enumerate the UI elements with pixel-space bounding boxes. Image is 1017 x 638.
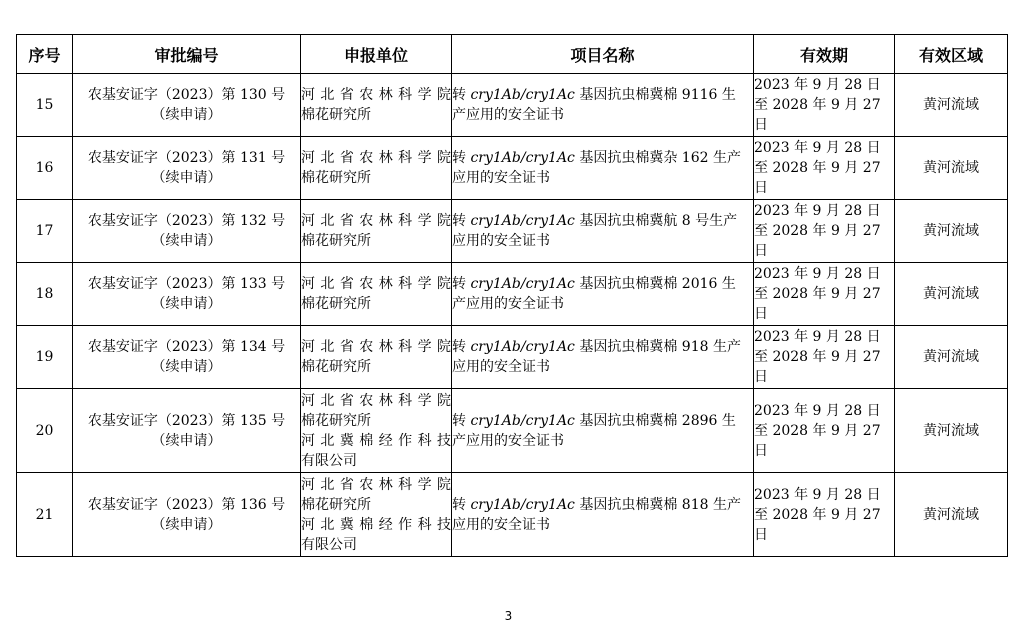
table-row: [17, 137, 1008, 200]
applicant-line: 河北省农林科学院: [301, 213, 451, 229]
serial-no-cell: 18: [17, 263, 73, 326]
applicant-line: 棉花研究所: [301, 107, 371, 123]
validity-cell: 2023 年 9 月 28 日 至 2028 年 9 月 27 日: [754, 137, 895, 200]
project-name-line: 转 cry1Ab/cry1Ac 基因抗虫棉冀棉 2896 生: [452, 412, 736, 429]
applicant-cell: [301, 74, 452, 137]
serial-no-cell: 17: [17, 200, 73, 263]
header-validity: 有效期: [754, 35, 895, 74]
table-row: [17, 200, 1008, 263]
applicant-cell: [301, 473, 452, 557]
applicant-line: 有限公司: [301, 536, 357, 553]
gene-name: cry1Ab/cry1Ac: [470, 87, 575, 103]
applicant-line: 棉花研究所: [301, 412, 371, 429]
applicant-line: 河北省农林科学院: [301, 150, 451, 166]
serial-no-cell: 15: [17, 74, 73, 137]
applicant-cell: [301, 389, 452, 473]
gene-name: cry1Ab/cry1Ac: [470, 150, 575, 166]
region-cell: 黄河流域: [895, 389, 1008, 473]
approval-no: 农基安证字（2023）第 136 号: [87, 496, 286, 513]
applicant-cell: [301, 326, 452, 389]
project-name-cell: [452, 389, 754, 473]
renewal-note: （续申请）: [151, 359, 222, 375]
approval-no: 农基安证字（2023）第 133 号: [87, 276, 286, 292]
gene-name: cry1Ab/cry1Ac: [470, 276, 575, 292]
validity-cell: 2023 年 9 月 28 日 至 2028 年 9 月 27 日: [754, 74, 895, 137]
page-number: 3: [504, 609, 513, 623]
validity-cell: 2023 年 9 月 28 日 至 2028 年 9 月 27 日: [754, 326, 895, 389]
approval-no-cell: [73, 263, 301, 326]
header-approval-no: 审批编号: [73, 35, 301, 74]
region-cell: 黄河流域: [895, 326, 1008, 389]
renewal-note: （续申请）: [151, 516, 222, 533]
table-row: [17, 326, 1008, 389]
project-name-line: 产应用的安全证书: [452, 296, 564, 312]
header-applicant: 申报单位: [301, 35, 452, 74]
table-header-row: [17, 35, 1008, 74]
validity-cell: 2023 年 9 月 28 日 至 2028 年 9 月 27 日: [754, 389, 895, 473]
project-name-line: 转 cry1Ab/cry1Ac 基因抗虫棉冀棉 2016 生: [452, 276, 736, 292]
renewal-note: （续申请）: [151, 296, 222, 312]
applicant-line: 河北冀棉经作科技: [301, 516, 451, 533]
approval-no: 农基安证字（2023）第 131 号: [87, 150, 286, 166]
renewal-note: （续申请）: [151, 233, 222, 249]
approval-no-cell: [73, 200, 301, 263]
region-cell: 黄河流域: [895, 74, 1008, 137]
table-row: [17, 263, 1008, 326]
approval-no-cell: [73, 389, 301, 473]
applicant-line: 棉花研究所: [301, 170, 371, 186]
gene-name: cry1Ab/cry1Ac: [470, 496, 575, 513]
applicant-line: 棉花研究所: [301, 296, 371, 312]
table-row: [17, 74, 1008, 137]
serial-no-cell: 21: [17, 473, 73, 557]
region-cell: 黄河流域: [895, 473, 1008, 557]
gene-name: cry1Ab/cry1Ac: [470, 213, 575, 229]
applicant-cell: [301, 200, 452, 263]
approval-no: 农基安证字（2023）第 130 号: [87, 87, 286, 103]
approval-no: 农基安证字（2023）第 132 号: [87, 213, 286, 229]
validity-cell: 2023 年 9 月 28 日 至 2028 年 9 月 27 日: [754, 263, 895, 326]
header-region: 有效区域: [895, 35, 1008, 74]
project-name-line: 应用的安全证书: [452, 170, 550, 186]
applicant-line: 棉花研究所: [301, 496, 371, 513]
approval-no-cell: [73, 473, 301, 557]
project-name-cell: [452, 326, 754, 389]
project-name-line: 转 cry1Ab/cry1Ac 基因抗虫棉冀杂 162 生产: [452, 150, 741, 166]
approval-table: [16, 34, 1008, 557]
project-name-cell: [452, 263, 754, 326]
applicant-line: 河北省农林科学院: [301, 276, 451, 292]
applicant-line: 河北冀棉经作科技: [301, 432, 451, 449]
project-name-line: 转 cry1Ab/cry1Ac 基因抗虫棉冀棉 818 生产: [452, 496, 741, 513]
applicant-cell: [301, 263, 452, 326]
project-name-cell: [452, 137, 754, 200]
serial-no-cell: 16: [17, 137, 73, 200]
table-row: [17, 473, 1008, 557]
project-name-cell: [452, 74, 754, 137]
region-cell: 黄河流域: [895, 263, 1008, 326]
renewal-note: （续申请）: [151, 107, 222, 123]
project-name-cell: [452, 473, 754, 557]
project-name-line: 转 cry1Ab/cry1Ac 基因抗虫棉冀棉 9116 生: [452, 87, 736, 103]
project-name-cell: [452, 200, 754, 263]
applicant-line: 有限公司: [301, 452, 357, 469]
serial-no-cell: 19: [17, 326, 73, 389]
validity-cell: 2023 年 9 月 28 日 至 2028 年 9 月 27 日: [754, 473, 895, 557]
applicant-line: 河北省农林科学院: [301, 476, 451, 493]
approval-no-cell: [73, 74, 301, 137]
applicant-line: 河北省农林科学院: [301, 87, 451, 103]
project-name-line: 转 cry1Ab/cry1Ac 基因抗虫棉冀棉 918 生产: [452, 339, 741, 355]
approval-no-cell: [73, 137, 301, 200]
applicant-line: 河北省农林科学院: [301, 392, 451, 409]
region-cell: 黄河流域: [895, 200, 1008, 263]
region-cell: 黄河流域: [895, 137, 1008, 200]
header-serial-no: 序号: [17, 35, 73, 74]
project-name-line: 产应用的安全证书: [452, 432, 564, 449]
approval-no: 农基安证字（2023）第 135 号: [87, 412, 286, 429]
serial-no-cell: 20: [17, 389, 73, 473]
project-name-line: 应用的安全证书: [452, 233, 550, 249]
gene-name: cry1Ab/cry1Ac: [470, 412, 575, 429]
applicant-cell: [301, 137, 452, 200]
approval-no: 农基安证字（2023）第 134 号: [87, 339, 286, 355]
gene-name: cry1Ab/cry1Ac: [470, 339, 575, 355]
applicant-line: 棉花研究所: [301, 359, 371, 375]
project-name-line: 转 cry1Ab/cry1Ac 基因抗虫棉冀航 8 号生产: [452, 213, 738, 229]
renewal-note: （续申请）: [151, 170, 222, 186]
applicant-line: 河北省农林科学院: [301, 339, 451, 355]
project-name-line: 应用的安全证书: [452, 359, 550, 375]
table-row: [17, 389, 1008, 473]
header-project-name: 项目名称: [452, 35, 754, 74]
renewal-note: （续申请）: [151, 432, 222, 449]
approval-no-cell: [73, 326, 301, 389]
validity-cell: 2023 年 9 月 28 日 至 2028 年 9 月 27 日: [754, 200, 895, 263]
project-name-line: 应用的安全证书: [452, 516, 550, 533]
project-name-line: 产应用的安全证书: [452, 107, 564, 123]
applicant-line: 棉花研究所: [301, 233, 371, 249]
